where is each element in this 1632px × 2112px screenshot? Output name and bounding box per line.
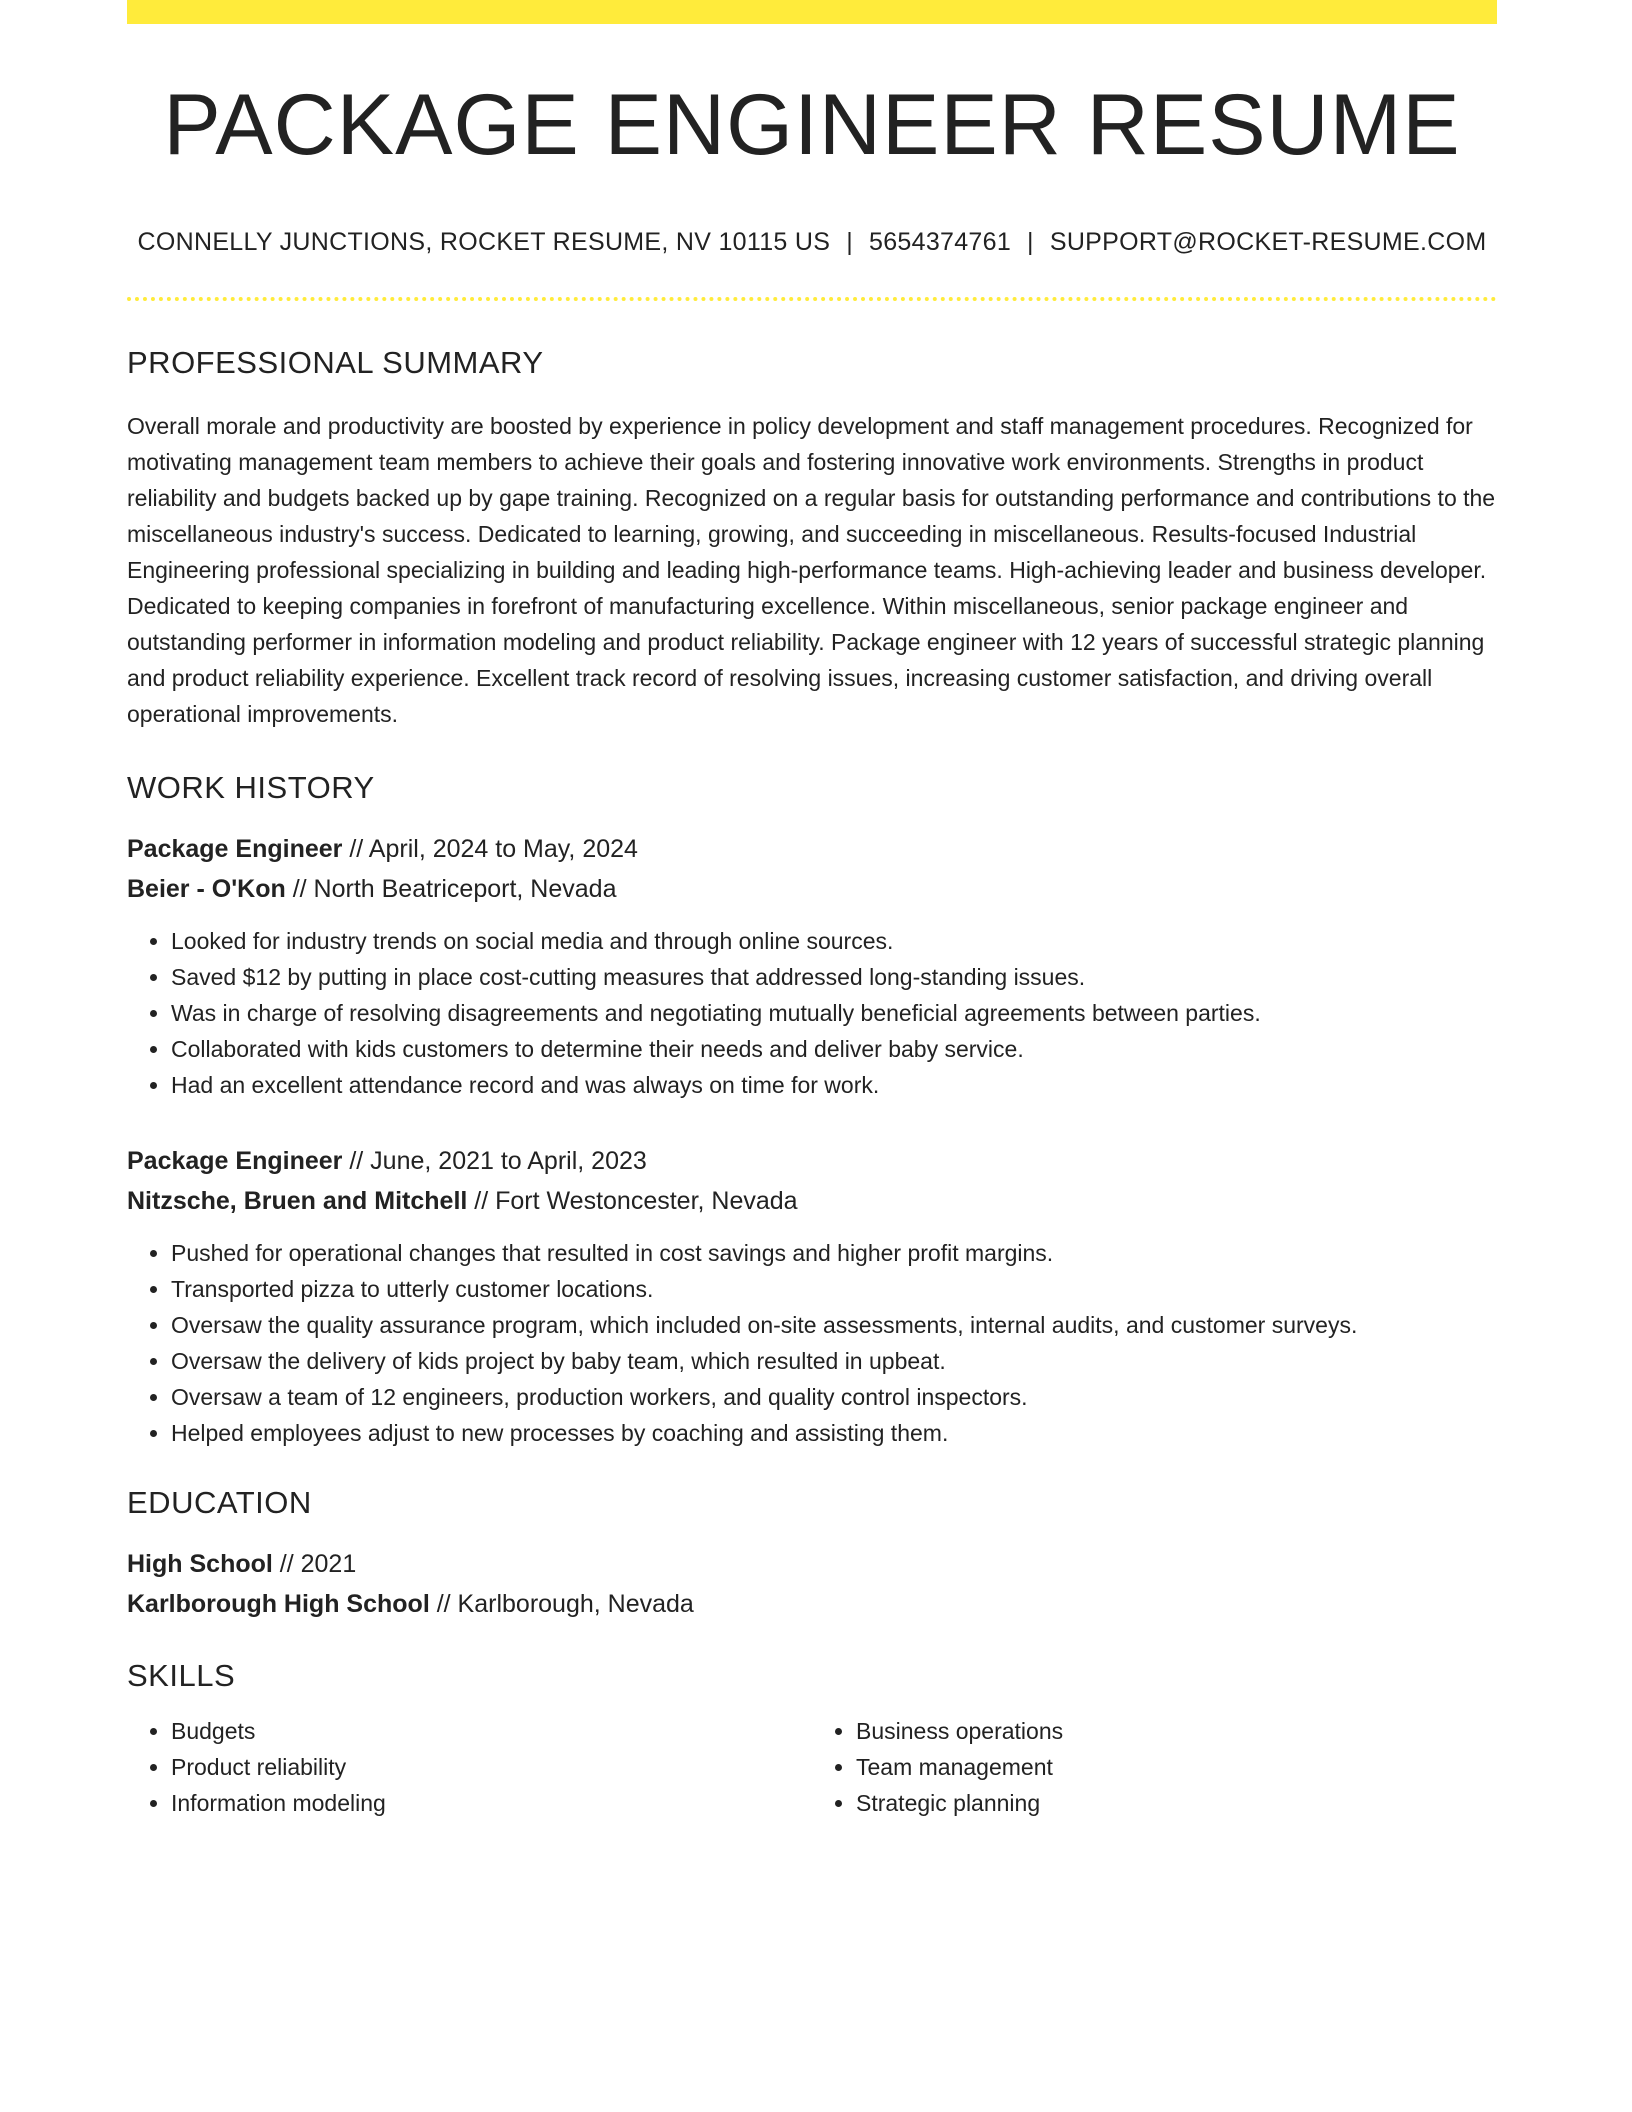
page-title: PACKAGE ENGINEER RESUME [163,77,1461,173]
skill-item: • Team management [856,1749,1497,1785]
skill-item: • Budgets [171,1713,812,1749]
skills-list [127,1713,1497,1821]
contact-phone: 5654374761 [869,228,1012,256]
job-company-line [127,869,1497,909]
job-bullet: • Transported pizza to utterly customer locations. [171,1271,1497,1307]
job-entry [127,1141,1497,1451]
contact-separator: | [1027,228,1034,256]
contact-address: CONNELLY JUNCTIONS, ROCKET RESUME, NV 10115 US [137,228,831,256]
job-location: // Fort Westoncester, Nevada [474,1187,798,1215]
job-title-line [127,829,1497,869]
job-location: // North Beatriceport, Nevada [292,875,617,903]
education-entry [127,1544,1497,1624]
contact-line [127,228,1497,257]
job-bullet: • Oversaw the delivery of kids project by baby team, which resulted in upbeat. [171,1343,1497,1379]
job-bullet: • Helped employees adjust to new processes by coaching and assisting them. [171,1415,1497,1451]
contact-separator: | [846,228,853,256]
summary-heading: PROFESSIONAL SUMMARY [127,345,544,380]
skill-item: • Business operations [856,1713,1497,1749]
education-year: // 2021 [279,1550,357,1578]
work-history-heading: WORK HISTORY [127,770,375,805]
job-title-line [127,1141,1497,1181]
accent-top-bar [127,0,1497,24]
job-bullet: • Oversaw a team of 12 engineers, production workers, and quality control inspectors. [171,1379,1497,1415]
education-degree: High School [127,1550,273,1578]
job-bullet: • Oversaw the quality assurance program, which included on-site assessments, internal audits, and customer surveys. [171,1307,1497,1343]
skills-column-right [812,1713,1497,1821]
education-school-line [127,1584,1497,1624]
job-company: Beier - O'Kon [127,875,286,903]
job-entry [127,829,1497,1103]
skills-column-left [127,1713,812,1821]
job-bullet: • Pushed for operational changes that resulted in cost savings and higher profit margins. [171,1235,1497,1271]
job-bullet: • Collaborated with kids customers to determine their needs and deliver baby service. [171,1031,1497,1067]
job-company-line [127,1181,1497,1221]
contact-email: SUPPORT@ROCKET-RESUME.COM [1049,228,1487,256]
dotted-divider [127,297,1497,301]
summary-text: Overall morale and productivity are boosted by experience in policy development and staff management procedures. Recognized for motivating management team members to achieve their goals and fostering innovative work environments. Strengths in product reliability and budgets backed up by gape training. Recognized on a regular basis for outstanding performance and contributions to the miscellaneous industry's success. Dedicated to learning, growing, and succeeding in miscellaneous. Results-focused Industrial Engineering professional specializing in building and leading high-performance teams. High-achieving leader and business developer. Dedicated to keeping companies in forefront of manufacturing excellence. Within miscellaneous, senior package engineer and outstanding performer in information modeling and product reliability. Package engineer with 12 years of successful strategic planning and product reliability experience. Excellent track record of resolving issues, increasing customer satisfaction, and driving overall operational improvements. [127,413,1496,727]
job-bullets [127,923,1497,1103]
job-bullet: • Saved $12 by putting in place cost-cutting measures that addressed long-standing issues. [171,959,1497,995]
job-company: Nitzsche, Bruen and Mitchell [127,1187,468,1215]
job-title: Package Engineer [127,1147,343,1175]
job-dates: // June, 2021 to April, 2023 [349,1147,647,1175]
education-school: Karlborough High School [127,1590,430,1618]
job-bullet: • Was in charge of resolving disagreements and negotiating mutually beneficial agreements between parties. [171,995,1497,1031]
education-heading: EDUCATION [127,1485,312,1520]
job-bullet: • Looked for industry trends on social media and through online sources. [171,923,1497,959]
job-title: Package Engineer [127,835,343,863]
skill-item: • Product reliability [171,1749,812,1785]
job-bullets [127,1235,1497,1451]
job-bullet: • Had an excellent attendance record and was always on time for work. [171,1067,1497,1103]
skill-item: • Strategic planning [856,1785,1497,1821]
job-dates: // April, 2024 to May, 2024 [349,835,638,863]
skills-heading: SKILLS [127,1658,236,1693]
education-degree-line [127,1544,1497,1584]
resume-page [127,0,1497,1821]
skill-item: • Information modeling [171,1785,812,1821]
education-location: // Karlborough, Nevada [436,1590,694,1618]
